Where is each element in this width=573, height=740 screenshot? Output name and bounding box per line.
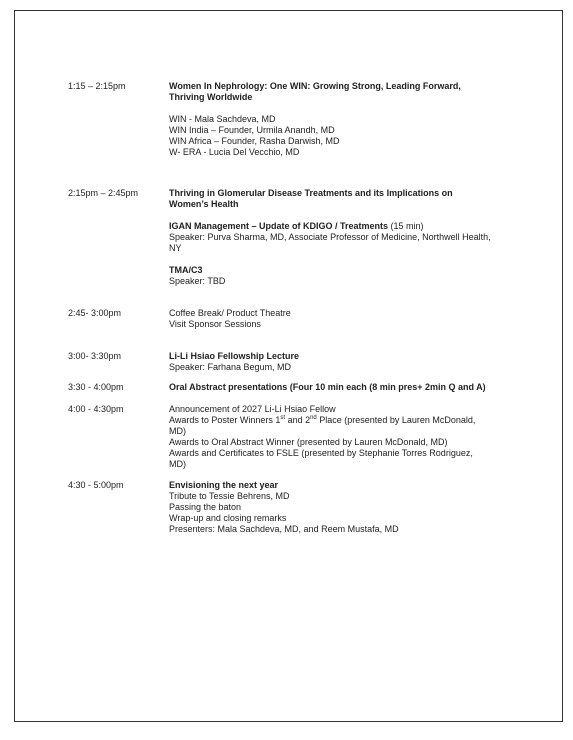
session-line: Presenters: Mala Sachdeva, MD, and Reem Mustafa, MD [169, 524, 399, 534]
session-body [169, 308, 514, 330]
session-time: 4:00 - 4:30pm [68, 404, 124, 414]
session-title: Envisioning the next year [169, 480, 279, 490]
session-body [169, 404, 514, 470]
subsession-title: IGAN Management – Update of KDIGO / Treatments [169, 221, 389, 231]
session-title: Li-Li Hsiao Fellowship Lecture [169, 351, 300, 361]
session-time: 3:30 - 4:00pm [68, 382, 124, 392]
session-time: 2:15pm – 2:45pm [68, 188, 139, 198]
session-body [169, 351, 514, 373]
subsession-title: TMA/C3 [169, 265, 203, 275]
session-line: Announcement of 2027 Li-Li Hsiao Fellow [169, 404, 336, 414]
session-title: Thriving Worldwide [169, 92, 253, 102]
session-body [169, 188, 514, 287]
session-line: MD) [169, 426, 186, 436]
session-time: 4:30 - 5:00pm [68, 480, 124, 490]
session-time: 1:15 – 2:15pm [68, 81, 126, 91]
session-body [169, 382, 514, 393]
session-line: Coffee Break/ Product Theatre [169, 308, 291, 318]
session-line: MD) [169, 459, 186, 469]
speaker-line: NY [169, 243, 182, 253]
session-line: Awards to Poster Winners 1st and 2nd Place (presented by Lauren McDonald, [169, 415, 476, 425]
session-line: Awards to Oral Abstract Winner (presented by Lauren McDonald, MD) [169, 437, 448, 447]
session-body [169, 81, 514, 158]
subsession-title-line [169, 221, 514, 232]
speaker-line: Speaker: Farhana Begum, MD [169, 362, 292, 372]
session-line: Tribute to Tessie Behrens, MD [169, 491, 290, 501]
speaker-line: WIN Africa – Founder, Rasha Darwish, MD [169, 136, 340, 146]
session-title: Women’s Health [169, 199, 239, 209]
session-time: 2:45- 3:00pm [68, 308, 122, 318]
speaker-line: W- ERA - Lucia Del Vecchio, MD [169, 147, 300, 157]
session-line: Visit Sponsor Sessions [169, 319, 261, 329]
session-title: Oral Abstract presentations (Four 10 min each (8 min pres+ 2min Q and A) [169, 382, 486, 392]
subsession-duration: (15 min) [388, 221, 424, 231]
session-body [169, 480, 514, 535]
speaker-line: Speaker: Purva Sharma, MD, Associate Professor of Medicine, Northwell Health, [169, 232, 491, 242]
session-line: Awards and Certificates to FSLE (presented by Stephanie Torres Rodriguez, [169, 448, 473, 458]
speaker-line: Speaker: TBD [169, 276, 226, 286]
session-line: Passing the baton [169, 502, 242, 512]
session-title: Women In Nephrology: One WIN: Growing Strong, Leading Forward, [169, 81, 461, 91]
session-title: Thriving in Glomerular Disease Treatments and its Implications on [169, 188, 453, 198]
session-line: Wrap-up and closing remarks [169, 513, 287, 523]
speaker-line: WIN India – Founder, Urmila Anandh, MD [169, 125, 335, 135]
session-time: 3:00- 3:30pm [68, 351, 122, 361]
speaker-line: WIN - Mala Sachdeva, MD [169, 114, 276, 124]
